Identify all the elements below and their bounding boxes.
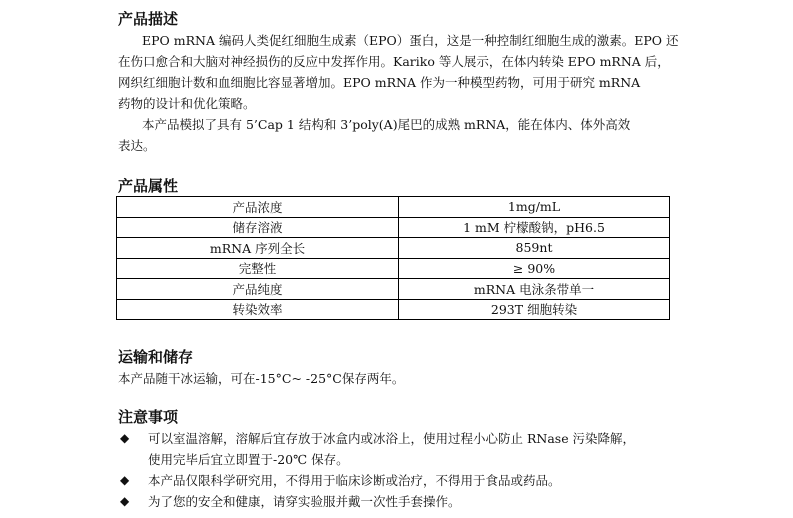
description-line: 网织红细胞计数和血细胞比容显著增加。EPO mRNA 作为一种模型药物，可用于研究 mRNA — [118, 75, 641, 90]
notes-title: 注意事项 — [118, 408, 179, 426]
table-row — [117, 299, 670, 320]
shipping-title: 运输和储存 — [118, 348, 194, 366]
table-row — [117, 238, 670, 259]
list-item — [118, 470, 688, 491]
description-line: 药物的设计和优化策略。 — [118, 96, 256, 111]
property-key: 完整性 — [117, 258, 399, 279]
property-key: 产品纯度 — [117, 279, 399, 300]
diamond-bullet-icon: ◆ — [120, 431, 130, 445]
property-key: 产品浓度 — [117, 197, 399, 218]
properties-table — [116, 196, 670, 320]
description-line: 在伤口愈合和大脑对神经损伤的反应中发挥作用。Kariko 等人展示，在体内转染 EPO mRNA 后， — [118, 54, 670, 69]
property-value: 293T 细胞转染 — [399, 299, 670, 320]
diamond-bullet-icon: ◆ — [120, 473, 130, 487]
description-line: EPO mRNA 编码人类促红细胞生成素（EPO）蛋白，这是一种控制红细胞生成的激素。EPO 还 — [142, 33, 679, 48]
table-row — [117, 197, 670, 218]
property-value: 859nt — [399, 238, 670, 259]
note-line: 本产品仅限科学研究用，不得用于临床诊断或治疗，不得用于食品或药品。 — [148, 473, 561, 488]
table-row — [117, 258, 670, 279]
description-title: 产品描述 — [118, 10, 179, 28]
note-line: 可以室温溶解，溶解后宜存放于冰盒内或冰浴上，使用过程小心防止 RNase 污染降解， — [148, 431, 636, 446]
property-key: 储存溶液 — [117, 217, 399, 238]
property-value: 1mg/mL — [399, 197, 670, 218]
list-item — [118, 491, 688, 512]
notes-list — [118, 428, 688, 512]
description-paragraph — [118, 30, 678, 156]
note-line: 为了您的安全和健康，请穿实验服并戴一次性手套操作。 — [148, 494, 461, 509]
diamond-bullet-icon: ◆ — [120, 494, 130, 508]
property-value: 1 mM 柠檬酸钠，pH6.5 — [399, 217, 670, 238]
table-row — [117, 279, 670, 300]
shipping-line: 本产品随干冰运输，可在-15°C~ -25°C保存两年。 — [118, 371, 405, 386]
properties-title: 产品属性 — [118, 177, 179, 195]
property-key: mRNA 序列全长 — [117, 238, 399, 259]
table-row — [117, 217, 670, 238]
property-key: 转染效率 — [117, 299, 399, 320]
property-value: mRNA 电泳条带单一 — [399, 279, 670, 300]
property-value: ≥ 90% — [399, 258, 670, 279]
description-line: 本产品模拟了具有 5’Cap 1 结构和 3’poly(A)尾巴的成熟 mRNA，能在体内、体外高效 — [142, 117, 631, 132]
description-line: 表达。 — [118, 138, 156, 153]
note-line: 使用完毕后宜立即置于-20℃ 保存。 — [148, 452, 349, 467]
shipping-text — [118, 368, 678, 389]
list-item — [118, 428, 688, 470]
